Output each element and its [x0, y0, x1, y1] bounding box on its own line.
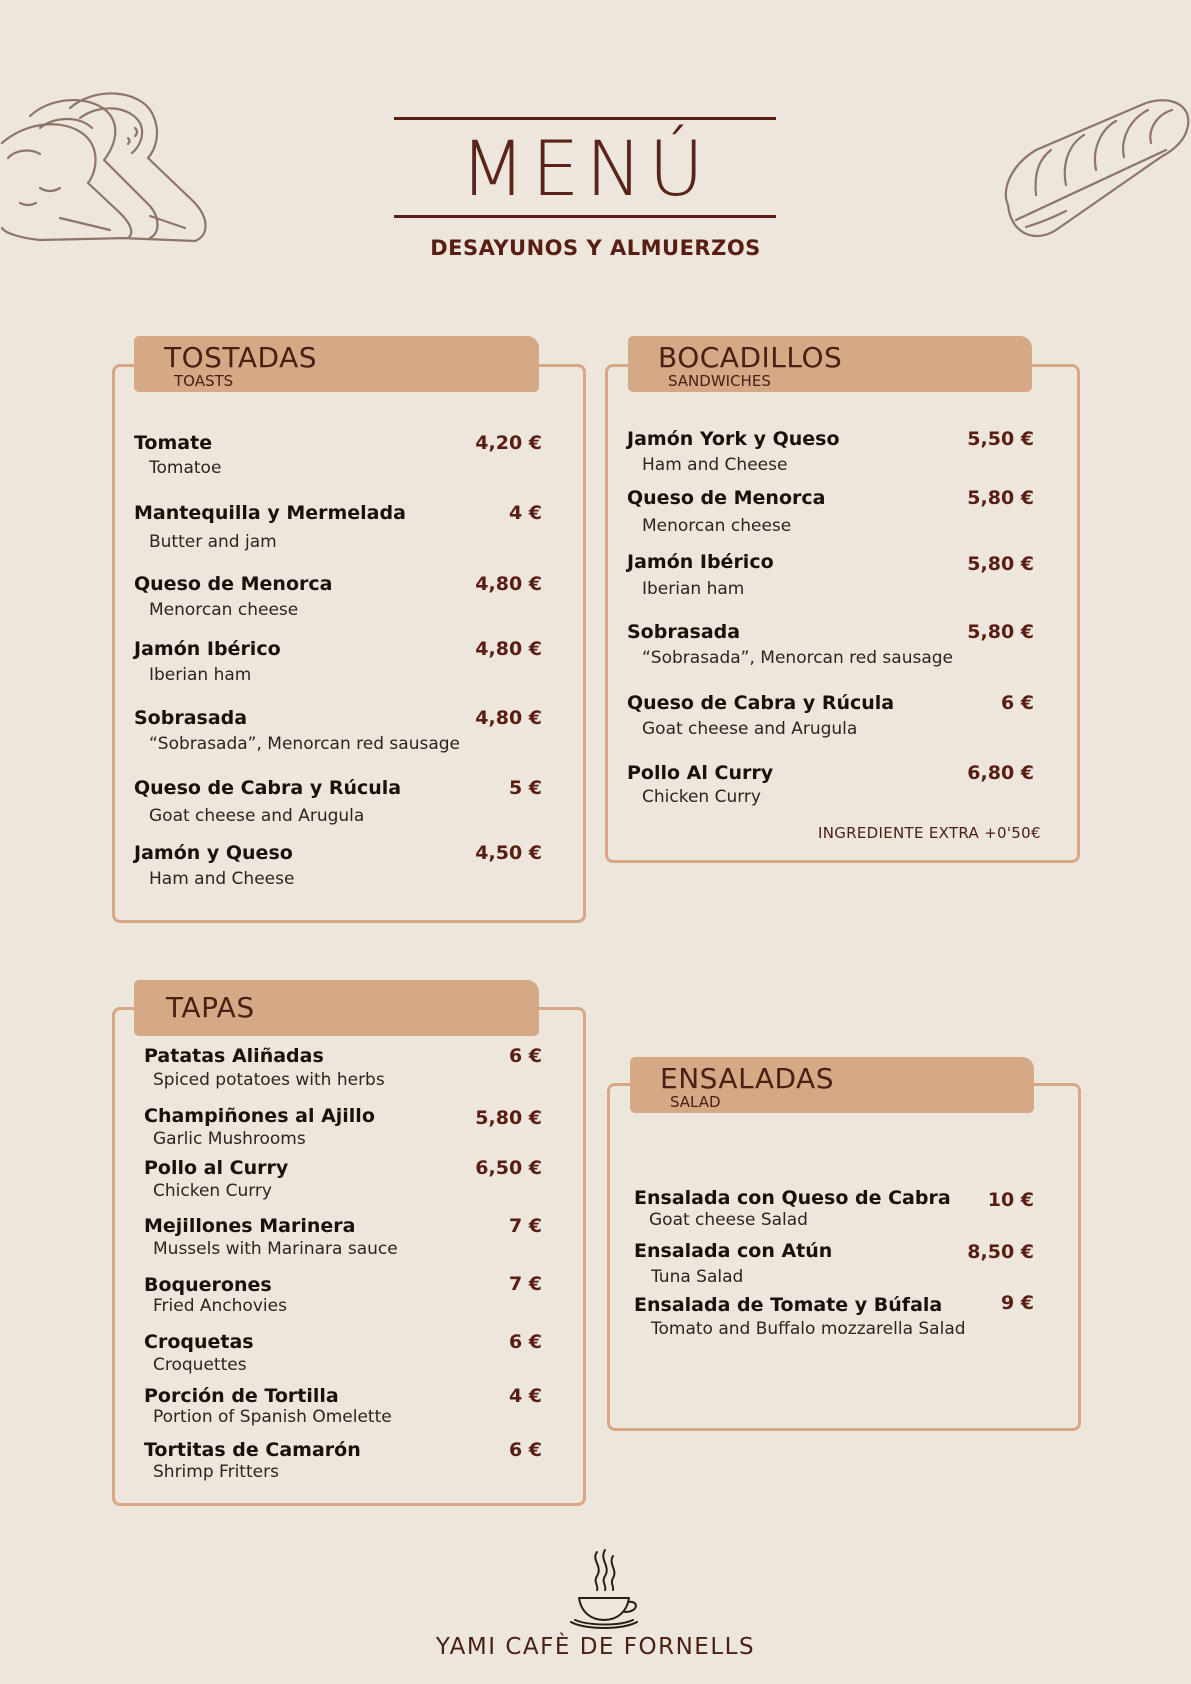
item-name: Ensalada de Tomate y Búfala: [634, 1294, 943, 1316]
ensaladas-header: [630, 1057, 1034, 1113]
item-description: Mussels with Marinara sauce: [153, 1239, 398, 1259]
item-price: 4 €: [508, 1385, 542, 1407]
item-description: Ham and Cheese: [642, 455, 788, 475]
item-price: 7 €: [508, 1273, 542, 1295]
item-description: Croquettes: [153, 1355, 247, 1375]
menu-item: [134, 432, 221, 478]
ensaladas-subtitle: SALAD: [670, 1093, 721, 1111]
item-price: 4,20 €: [475, 432, 542, 454]
tostadas-subtitle: TOASTS: [174, 372, 234, 390]
item-name: Jamón Ibérico: [134, 638, 281, 660]
item-description: Ham and Cheese: [149, 869, 295, 889]
menu-item: [144, 1385, 392, 1427]
title-rule-bottom: [394, 215, 776, 218]
menu-item: [627, 551, 774, 599]
title-rule-top: [394, 117, 776, 120]
cafe-name: YAMI CAFÈ DE FORNELLS: [435, 1634, 756, 1660]
menu-item: [144, 1331, 254, 1375]
item-price: 6 €: [508, 1045, 542, 1067]
item-price: 5 €: [508, 777, 542, 799]
item-name: Jamón y Queso: [134, 842, 293, 864]
item-description: Portion of Spanish Omelette: [153, 1407, 392, 1427]
menu-item: [134, 707, 460, 754]
menu-item: [627, 692, 894, 739]
item-price: 6 €: [508, 1439, 542, 1461]
baguette-icon: [996, 95, 1191, 250]
item-price: 7 €: [508, 1215, 542, 1237]
menu-item: [144, 1274, 287, 1316]
item-price: 8,50 €: [967, 1241, 1034, 1263]
ensaladas-title: ENSALADAS: [660, 1062, 834, 1095]
item-name: Ensalada con Atún: [634, 1240, 833, 1262]
item-name: Patatas Aliñadas: [144, 1045, 324, 1067]
bread-slices-icon: [0, 88, 215, 253]
item-price: 6 €: [1000, 692, 1034, 714]
coffee-cup-icon: [565, 1548, 645, 1634]
bocadillos-subtitle: SANDWICHES: [668, 372, 771, 390]
item-price: 5,80 €: [475, 1107, 542, 1129]
item-description: Fried Anchovies: [153, 1296, 287, 1316]
item-name: Jamón Ibérico: [627, 551, 774, 573]
item-price: 9 €: [1000, 1292, 1034, 1314]
menu-item: [144, 1439, 361, 1482]
item-description: Spiced potatoes with herbs: [153, 1070, 385, 1090]
item-name: Pollo al Curry: [144, 1157, 289, 1179]
item-name: Croquetas: [144, 1331, 254, 1353]
item-description: Garlic Mushrooms: [153, 1129, 306, 1149]
item-description: Tomato and Buffalo mozzarella Salad: [651, 1319, 966, 1339]
item-name: Tortitas de Camarón: [144, 1439, 361, 1461]
page-subtitle: DESAYUNOS Y ALMUERZOS: [430, 236, 761, 260]
tapas-title: TAPAS: [166, 991, 255, 1024]
item-price: 5,80 €: [967, 487, 1034, 509]
item-description: Goat cheese and Arugula: [149, 806, 365, 826]
tapas-header: [134, 980, 539, 1036]
item-price: 4 €: [508, 502, 542, 524]
item-price: 5,80 €: [967, 553, 1034, 575]
item-price: 10 €: [987, 1189, 1034, 1211]
menu-item: [134, 842, 294, 889]
item-name: Queso de Cabra y Rúcula: [134, 777, 402, 799]
item-name: Ensalada con Queso de Cabra: [634, 1187, 951, 1209]
menu-item: [144, 1105, 375, 1149]
item-price: 6,50 €: [475, 1157, 542, 1179]
item-description: Iberian ham: [149, 665, 252, 685]
item-price: 4,80 €: [475, 707, 542, 729]
menu-item: [134, 777, 401, 826]
item-name: Jamón York y Queso: [627, 428, 840, 450]
menu-item: [627, 762, 773, 807]
item-name: Champiñones al Ajillo: [144, 1105, 375, 1127]
menu-item: [627, 487, 825, 536]
menu-item: [144, 1045, 385, 1090]
item-price: 5,50 €: [967, 428, 1034, 450]
menu-item: [634, 1187, 951, 1230]
item-name: Mantequilla y Mermelada: [134, 502, 406, 524]
item-price: 4,50 €: [475, 842, 542, 864]
menu-item: [627, 428, 840, 475]
item-price: 6,80 €: [967, 762, 1034, 784]
item-description: Goat cheese Salad: [649, 1210, 808, 1230]
item-name: Queso de Menorca: [134, 573, 333, 595]
page-title: MENÚ: [459, 124, 711, 213]
item-description: Tomatoe: [149, 458, 222, 478]
menu-item: [144, 1157, 288, 1201]
item-name: Pollo Al Curry: [627, 762, 774, 784]
extra-ingredient-note: INGREDIENTE EXTRA +0'50€: [818, 824, 1041, 842]
item-description: Iberian ham: [642, 579, 745, 599]
item-name: Porción de Tortilla: [144, 1385, 339, 1407]
item-description: Goat cheese and Arugula: [642, 719, 858, 739]
item-description: Shrimp Fritters: [153, 1462, 279, 1482]
item-name: Tomate: [134, 432, 213, 454]
item-name: Queso de Cabra y Rúcula: [627, 692, 895, 714]
menu-item: [144, 1215, 398, 1259]
item-name: Sobrasada: [627, 621, 741, 643]
tostadas-title: TOSTADAS: [164, 341, 317, 374]
menu-item: [634, 1240, 832, 1287]
item-price: 4,80 €: [475, 638, 542, 660]
item-name: Sobrasada: [134, 707, 248, 729]
menu-item: [134, 638, 281, 685]
item-name: Boquerones: [144, 1274, 272, 1296]
item-description: Chicken Curry: [153, 1181, 272, 1201]
menu-item: [627, 621, 953, 668]
item-price: 5,80 €: [967, 621, 1034, 643]
menu-item: [134, 573, 332, 620]
tostadas-header: [134, 336, 539, 392]
item-price: 4,80 €: [475, 573, 542, 595]
item-description: Tuna Salad: [651, 1267, 744, 1287]
item-price: 6 €: [508, 1331, 542, 1353]
item-name: Mejillones Marinera: [144, 1215, 356, 1237]
item-description: “Sobrasada”, Menorcan red sausage: [642, 648, 953, 668]
item-description: Menorcan cheese: [642, 516, 792, 536]
bocadillos-title: BOCADILLOS: [658, 341, 843, 374]
item-description: Butter and jam: [149, 532, 277, 552]
item-name: Queso de Menorca: [627, 487, 826, 509]
item-description: Menorcan cheese: [149, 600, 299, 620]
menu-item: [634, 1294, 966, 1339]
item-description: Chicken Curry: [642, 787, 761, 807]
item-description: “Sobrasada”, Menorcan red sausage: [149, 734, 460, 754]
bocadillos-header: [628, 336, 1032, 392]
menu-item: [134, 502, 406, 552]
